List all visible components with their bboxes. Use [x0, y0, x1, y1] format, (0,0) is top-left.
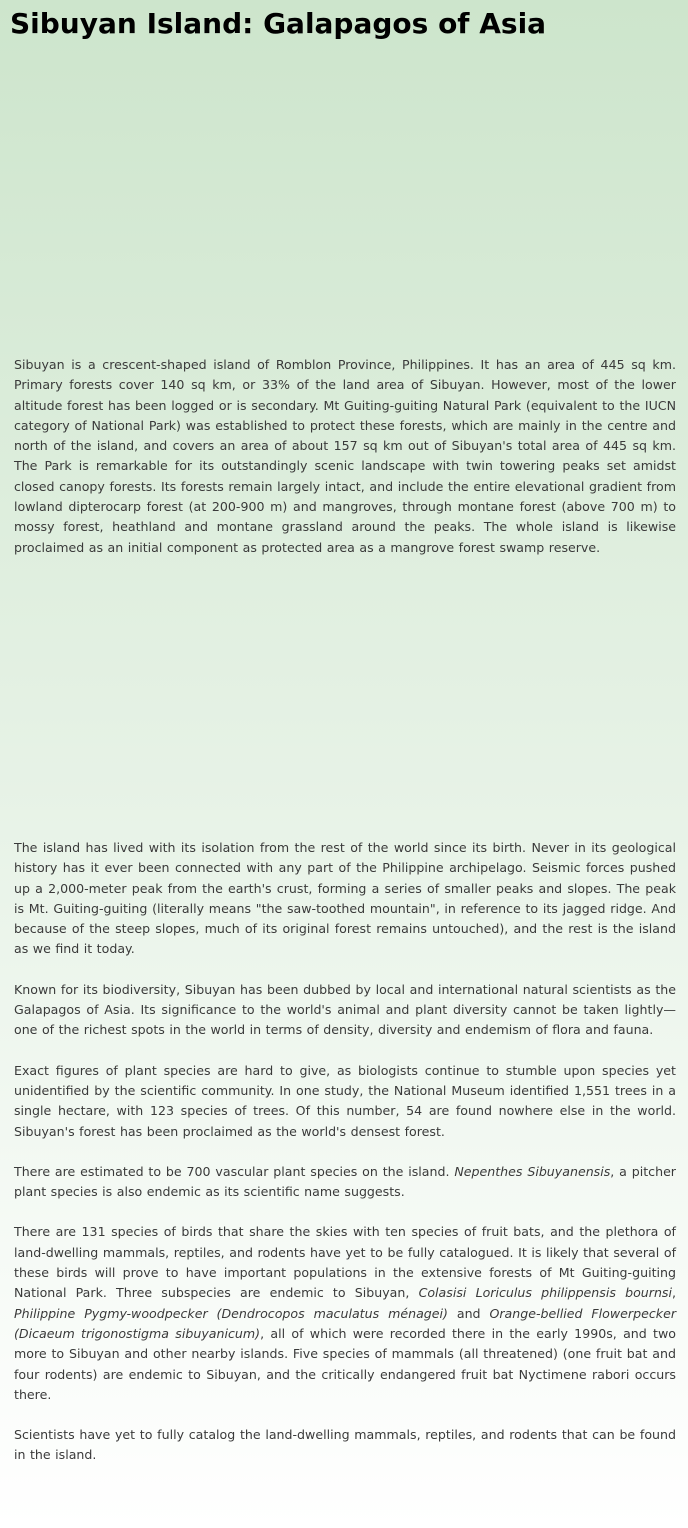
- paragraph-plant-species-figures: [14, 1061, 676, 1142]
- text-segment: ,: [672, 1285, 677, 1301]
- text-segment: Known for its biodiversity, Sibuyan has been dubbed by local and international natural scientists as the Galapagos of Asia. Its significance to the world's animal and plant diversity cannot be taken lightly—one of the richest spots in the world in terms of density, diversity and endemism of flora and fauna.: [14, 981, 676, 1038]
- text-segment: Sibuyan is a crescent-shaped island of Romblon Province, Philippines. It has an area of 445 sq km. Primary forests cover 140 sq km, or 33% of the land area of Sibuyan. However, most of the lower altitude forest has been logged or is secondary. Mt Guiting-guiting Natural Park (equivalent to the IUCN category of National Park) was established to protect these forests, which are mainly in the centre and north of the island, and covers an area of about 157 sq km out of Sibuyan's total area of 445 sq km. The Park is remarkable for its outstandingly scenic landscape with twin towering peaks set amidst closed canopy forests. Its forests remain largely intact, and include the entire elevational gradient from lowland dipterocarp forest (at 200-900 m) and mangroves, through montane forest (above 700 m) to mossy forest, heathland and montane grassland around the peaks. The whole island is likewise proclaimed as an initial component as protected area as a mangrove forest swamp reserve.: [14, 357, 676, 555]
- text-segment: , a pitcher plant species is also endemic as its scientific name suggests.: [14, 1163, 676, 1200]
- text-segment: The island has lived with its isolation from the rest of the world since its birth. Never in its geological history has it ever been connected with any part of the Philippine archipelago. Seismic forces pushed up a 2,000-meter peak from the earth's crust, forming a series of smaller peaks and slopes. The peak is Mt. Guiting-guiting (literally means "the saw-toothed mountain", in reference to its jagged ridge. And because of the steep slopes, much of its original forest remains untouched), and the rest is the island as we find it today.: [14, 839, 676, 957]
- species-name-italic: Colasisi Loriculus philippensis bournsi: [418, 1285, 672, 1301]
- paragraph-galapagos-of-asia: [14, 980, 676, 1041]
- species-name-italic: Orange-bellied Flowerpecker (Dicaeum trigonostigma sibuyanicum): [14, 1305, 676, 1341]
- paragraph-geological-history: [14, 838, 676, 960]
- species-name-italic: Nepenthes Sibuyanensis: [454, 1163, 611, 1179]
- text-segment: Exact figures of plant species are hard to give, as biologists continue to stumble upon species yet unidentified by the scientific community. In one study, the National Museum identified 1,551 trees in a single hectare, with 123 species of trees. Of this number, 54 are found nowhere else in the world. Sibuyan's forest has been proclaimed as the world's densest forest.: [14, 1062, 676, 1139]
- page-title: Sibuyan Island: Galapagos of Asia: [10, 7, 547, 40]
- blank-space-middle: [0, 578, 688, 838]
- text-segment: There are estimated to be 700 vascular plant species on the island.: [14, 1163, 455, 1179]
- text-segment: Scientists have yet to fully catalog the land-dwelling mammals, reptiles, and rodents that can be found in the island.: [14, 1427, 676, 1463]
- paragraph-island-overview: [14, 355, 676, 558]
- species-name-italic: Philippine Pygmy-woodpecker (Dendrocopos maculatus ménagei): [14, 1305, 448, 1321]
- paragraph-birds-and-mammals: [14, 1222, 676, 1405]
- text-segment: , all of which were recorded there in the early 1990s, and two more to Sibuyan and other nearby islands. Five species of mammals (all threatened) (one fruit bat and four rodents) are endemic to Sibuyan, and the critically endangered fruit bat Nyctimene rabori occurs there.: [14, 1325, 677, 1402]
- text-segment: There are 131 species of birds that share the skies with ten species of fruit bats, and the plethora of land-dwelling mammals, reptiles, and rodents have yet to be fully catalogued. It is likely that several of these birds will prove to have important populations in the extensive forests of Mt Guiting-guiting National Park. Three subspecies are endemic to Sibuyan,: [14, 1224, 676, 1301]
- blank-space-top: [0, 41, 688, 355]
- paragraph-catalog-note: [14, 1425, 676, 1466]
- paragraph-vascular-plants: [14, 1162, 676, 1203]
- text-segment: and: [447, 1305, 490, 1321]
